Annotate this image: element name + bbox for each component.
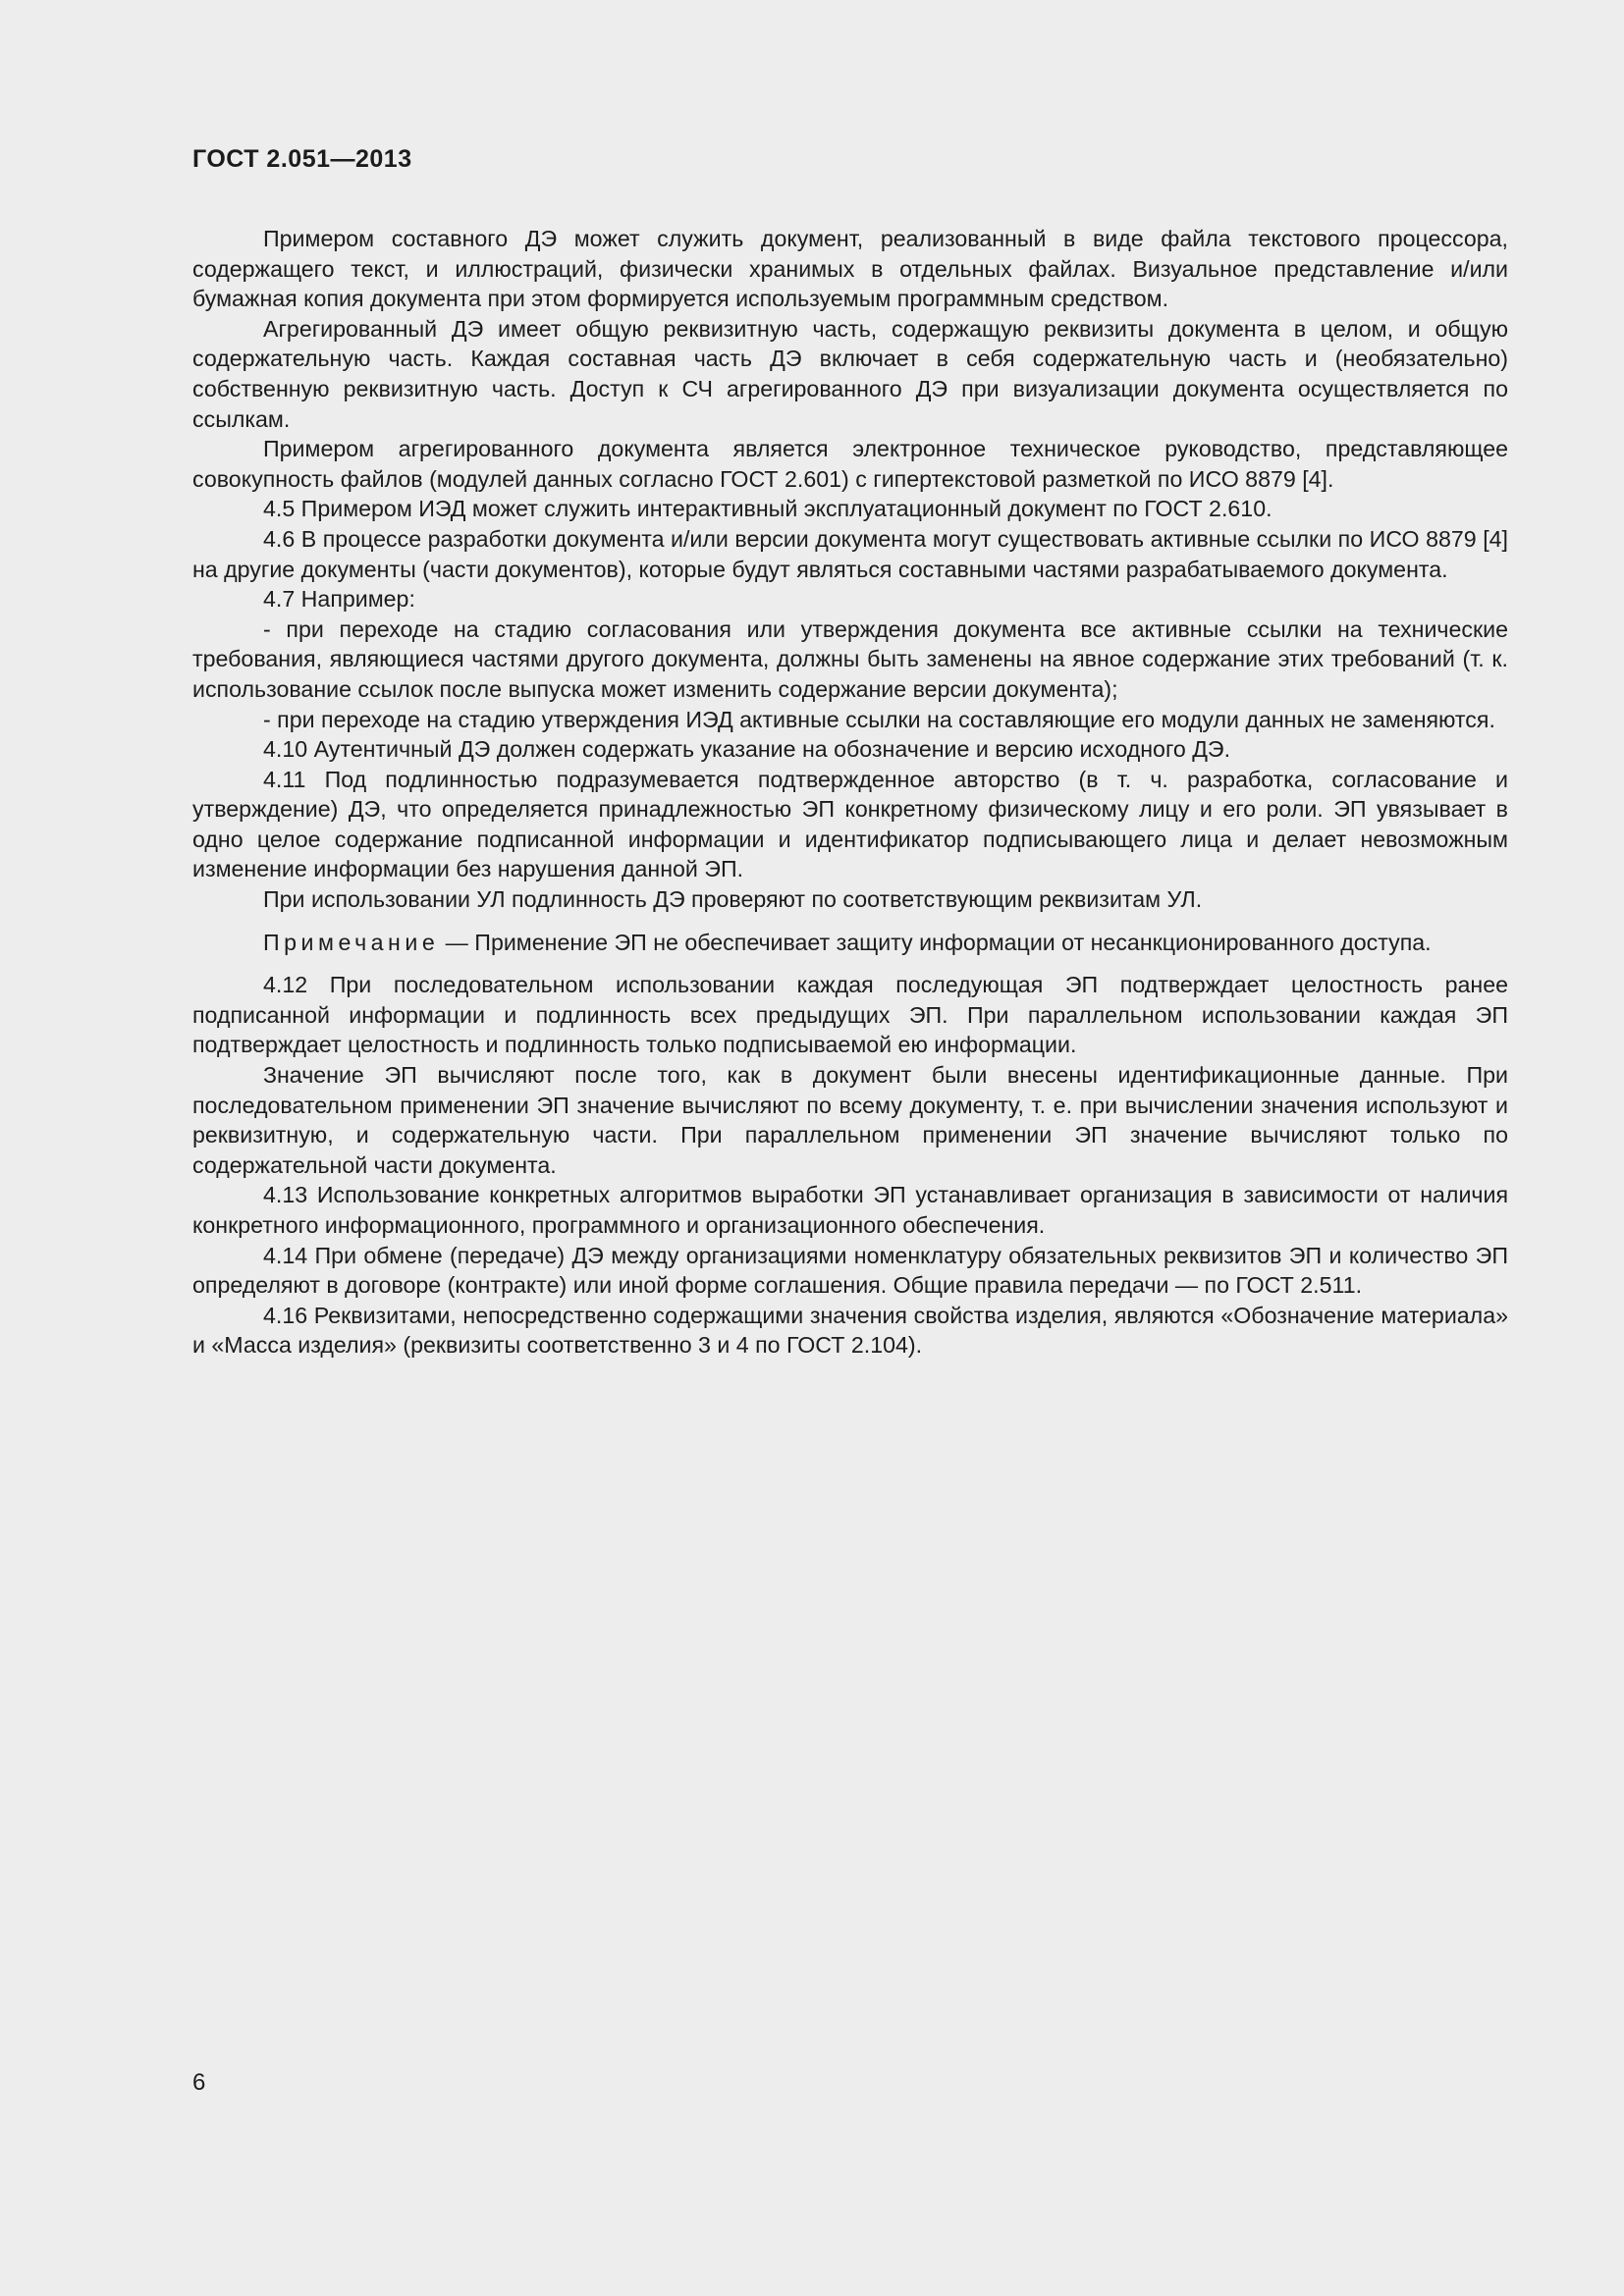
paragraph-aggregated-example: Примером агрегированного документа является электронное техническое руководство, представляющее совокупность файлов (модулей данных согласно ГОСТ 2.601) с гипертекстовой разметкой по ИСО 8879 [4]. [192,436,1508,492]
paragraph-4-7: 4.7 Например: [263,586,415,613]
paragraph-4-5: 4.5 Примером ИЭД может служить интерактивный эксплуатационный документ по ГОСТ 2.610. [263,496,1272,522]
note-paragraph [192,928,1508,958]
note-text: — Применение ЭП не обеспечивает защиту информации от несанкционированного доступа. [439,929,1432,955]
note-label: Примечание [263,929,440,955]
paragraph-4-6: 4.6 В процессе разработки документа и/или версии документа могут существовать активные ссылки по ИСО 8879 [4] на другие документы (части документов), которые будут являться составными частями разрабатываемого документа. [192,525,1508,582]
paragraph-4-14: 4.14 При обмене (передаче) ДЭ между организациями номенклатуру обязательных реквизитов ЭП и количество ЭП определяют в договоре (контракте) или иной форме соглашения. Общие правила передачи — по ГОСТ 2.511. [192,1242,1508,1299]
list-item-approval-links: - при переходе на стадию согласования или утверждения документа все активные ссылки на технические требования, являющиеся частями другого документа, должны быть заменены на явное содержание этих требований (т. к. использование ссылок после выпуска может изменить содержание версии документа); [192,615,1508,702]
paragraph-4-11: 4.11 Под подлинностью подразумевается подтвержденное авторство (в т. ч. разработка, согласование и утверждение) ДЭ, что определяется принадлежностью ЭП конкретному физическому лицу и его роли. ЭП увязывает в одно целое содержание подписанной информации и идентификатор подписывающего лица и делает невозможным изменение информации без нарушения данной ЭП. [192,766,1508,882]
document-body [192,224,1508,1361]
standard-header: ГОСТ 2.051—2013 [192,145,412,173]
paragraph-aggregated-de: Агрегированный ДЭ имеет общую реквизитную часть, содержащую реквизиты документа в целом, и общую содержательную часть. Каждая составная часть ДЭ включает в себя содержательную часть и (необязательно) собственную реквизитную часть. Доступ к СЧ агрегированного ДЭ при визуализации документа осуществляется по ссылкам. [192,315,1508,432]
page-number: 6 [192,2069,206,2096]
paragraph-4-16: 4.16 Реквизитами, непосредственно содержащими значения свойства изделия, являются «Обозначение материала» и «Масса изделия» (реквизиты соответственно 3 и 4 по ГОСТ 2.104). [192,1302,1508,1359]
paragraph-ul-authenticity: При использовании УЛ подлинность ДЭ проверяют по соответствующим реквизитам УЛ. [263,886,1203,913]
paragraph-ep-value: Значение ЭП вычисляют после того, как в документ были внесены идентификационные данные. При последовательном применении ЭП значение вычисляют по всему документу, т. е. при вычислении значения используют и реквизитную, и содержательную части. При параллельном применении ЭП значение вычисляют только по содержательной части документа. [192,1062,1508,1178]
paragraph-4-12: 4.12 При последовательном использовании каждая последующая ЭП подтверждает целостность ранее подписанной информации и подлинность всех предыдущих ЭП. При параллельном использовании каждая ЭП подтверждает целостность и подлинность только подписываемой ею информации. [192,972,1508,1058]
list-item-ied-links: - при переходе на стадию утверждения ИЭД активные ссылки на составляющие его модули данных не заменяются. [263,706,1495,732]
paragraph-4-10: 4.10 Аутентичный ДЭ должен содержать указание на обозначение и версию исходного ДЭ. [263,736,1231,763]
paragraph-composite-example: Примером составного ДЭ может служить документ, реализованный в виде файла текстового процессора, содержащего текст, и иллюстраций, физически хранимых в отдельных файлах. Визуальное представление и/или бумажная копия документа при этом формируется используемым программным средством. [192,226,1508,312]
paragraph-4-13: 4.13 Использование конкретных алгоритмов выработки ЭП устанавливает организация в зависимости от наличия конкретного информационного, программного и организационного обеспечения. [192,1182,1508,1238]
